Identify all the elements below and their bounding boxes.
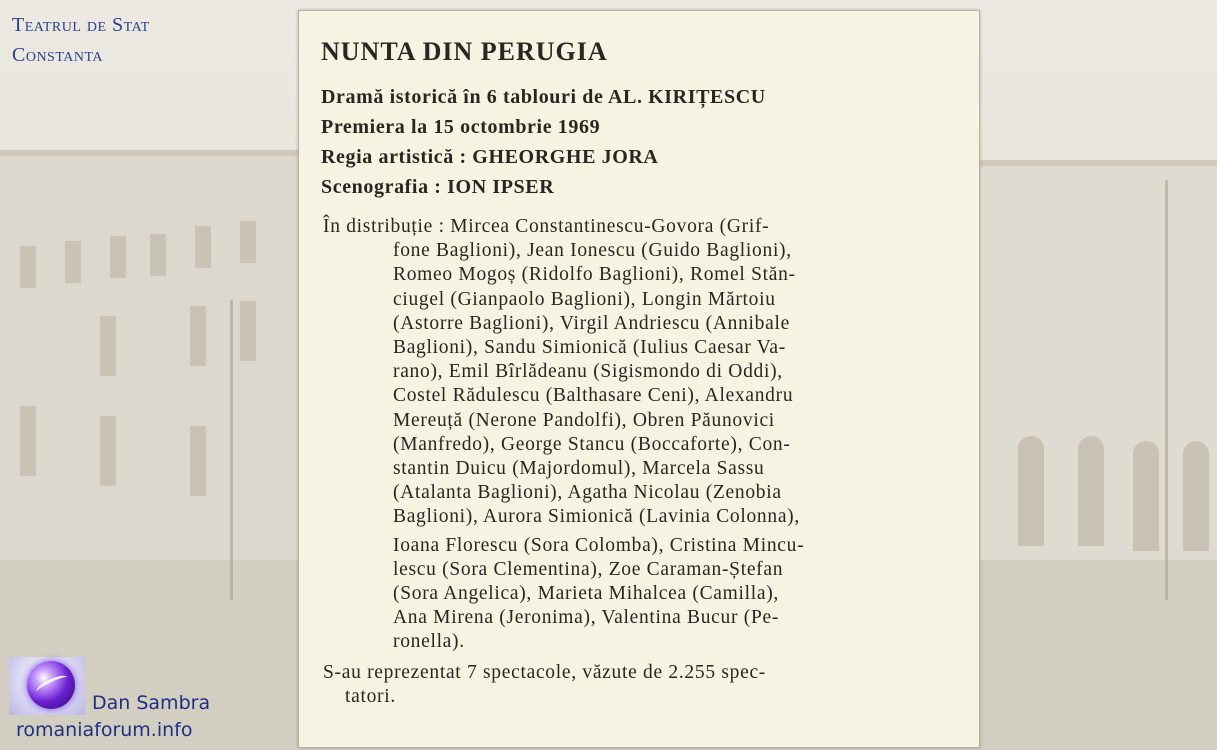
cast-line: rano), Emil Bîrlădeanu (Sigismondo di Oddi), [393, 361, 783, 383]
cast-line: (Sora Angelica), Marieta Mihalcea (Camilla), [393, 583, 779, 605]
play-subtitle: Dramă istorică în 6 tablouri de AL. KIRIȚESCU [321, 86, 766, 108]
cast-line: Ana Mirena (Jeronima), Valentina Bucur (Pe- [393, 607, 780, 629]
director-credit: Regia artistică : GHEORGHE JORA [321, 146, 659, 168]
scenography-credit: Scenografia : ION IPSER [321, 176, 555, 198]
cast-line: fone Baglioni), Jean Ionescu (Guido Baglioni), [393, 240, 792, 262]
cast-line: (Atalanta Baglioni), Agatha Nicolau (Zenobia [393, 482, 782, 504]
watermark-line-1: Teatrul de Stat [12, 14, 150, 36]
globe-icon [27, 661, 75, 709]
theatre-watermark [12, 10, 150, 70]
cast-line: (Astorre Baglioni), Virgil Andriescu (Annibale [393, 312, 790, 334]
play-title: NUNTA DIN PERUGIA [321, 37, 608, 66]
cast-list [323, 215, 953, 655]
cast-line: Romeo Mogoș (Ridolfo Baglioni), Romel Stăn- [393, 264, 796, 286]
summary-line: tatori. [345, 686, 396, 707]
performance-summary [323, 661, 953, 709]
cast-line: ronella). [393, 631, 465, 653]
building-right [978, 160, 1217, 586]
cast-line: stantin Duicu (Majordomul), Marcela Sassu [393, 458, 765, 480]
cast-line: ciugel (Gianpaolo Baglioni), Longin Mărtoiu [393, 288, 776, 310]
program-page [298, 10, 980, 748]
cast-line: (Manfredo), George Stancu (Boccaforte), Con- [393, 433, 791, 455]
cast-line: În distribuție : Mircea Constantinescu-Govora (Grif- [323, 216, 770, 237]
summary-line: S-au reprezentat 7 spectacole, văzute de 2.255 spec- [323, 662, 766, 683]
cast-line: Baglioni), Sandu Simionică (Iulius Caesar Va- [393, 337, 786, 359]
romaniaforum-logo [9, 657, 85, 715]
cast-line: Mereuță (Nerone Pandolfi), Obren Păunovici [393, 409, 775, 431]
cast-line: Baglioni), Aurora Simionică (Lavinia Colonna), [393, 506, 800, 528]
cast-line: lescu (Sora Clementina), Zoe Caraman-Ștefan [393, 558, 784, 580]
watermark-line-2: Constanta [12, 44, 104, 66]
cast-line: Costel Rădulescu (Balthasare Ceni), Alexandru [393, 385, 794, 407]
premiere-date: Premiera la 15 octombrie 1969 [321, 116, 601, 138]
building-left [0, 150, 300, 576]
cast-line: Ioana Florescu (Sora Colomba), Cristina Mincu- [393, 534, 805, 556]
credit-name: Dan Sambra [92, 692, 211, 714]
credit-site: romaniaforum.info [16, 719, 193, 741]
